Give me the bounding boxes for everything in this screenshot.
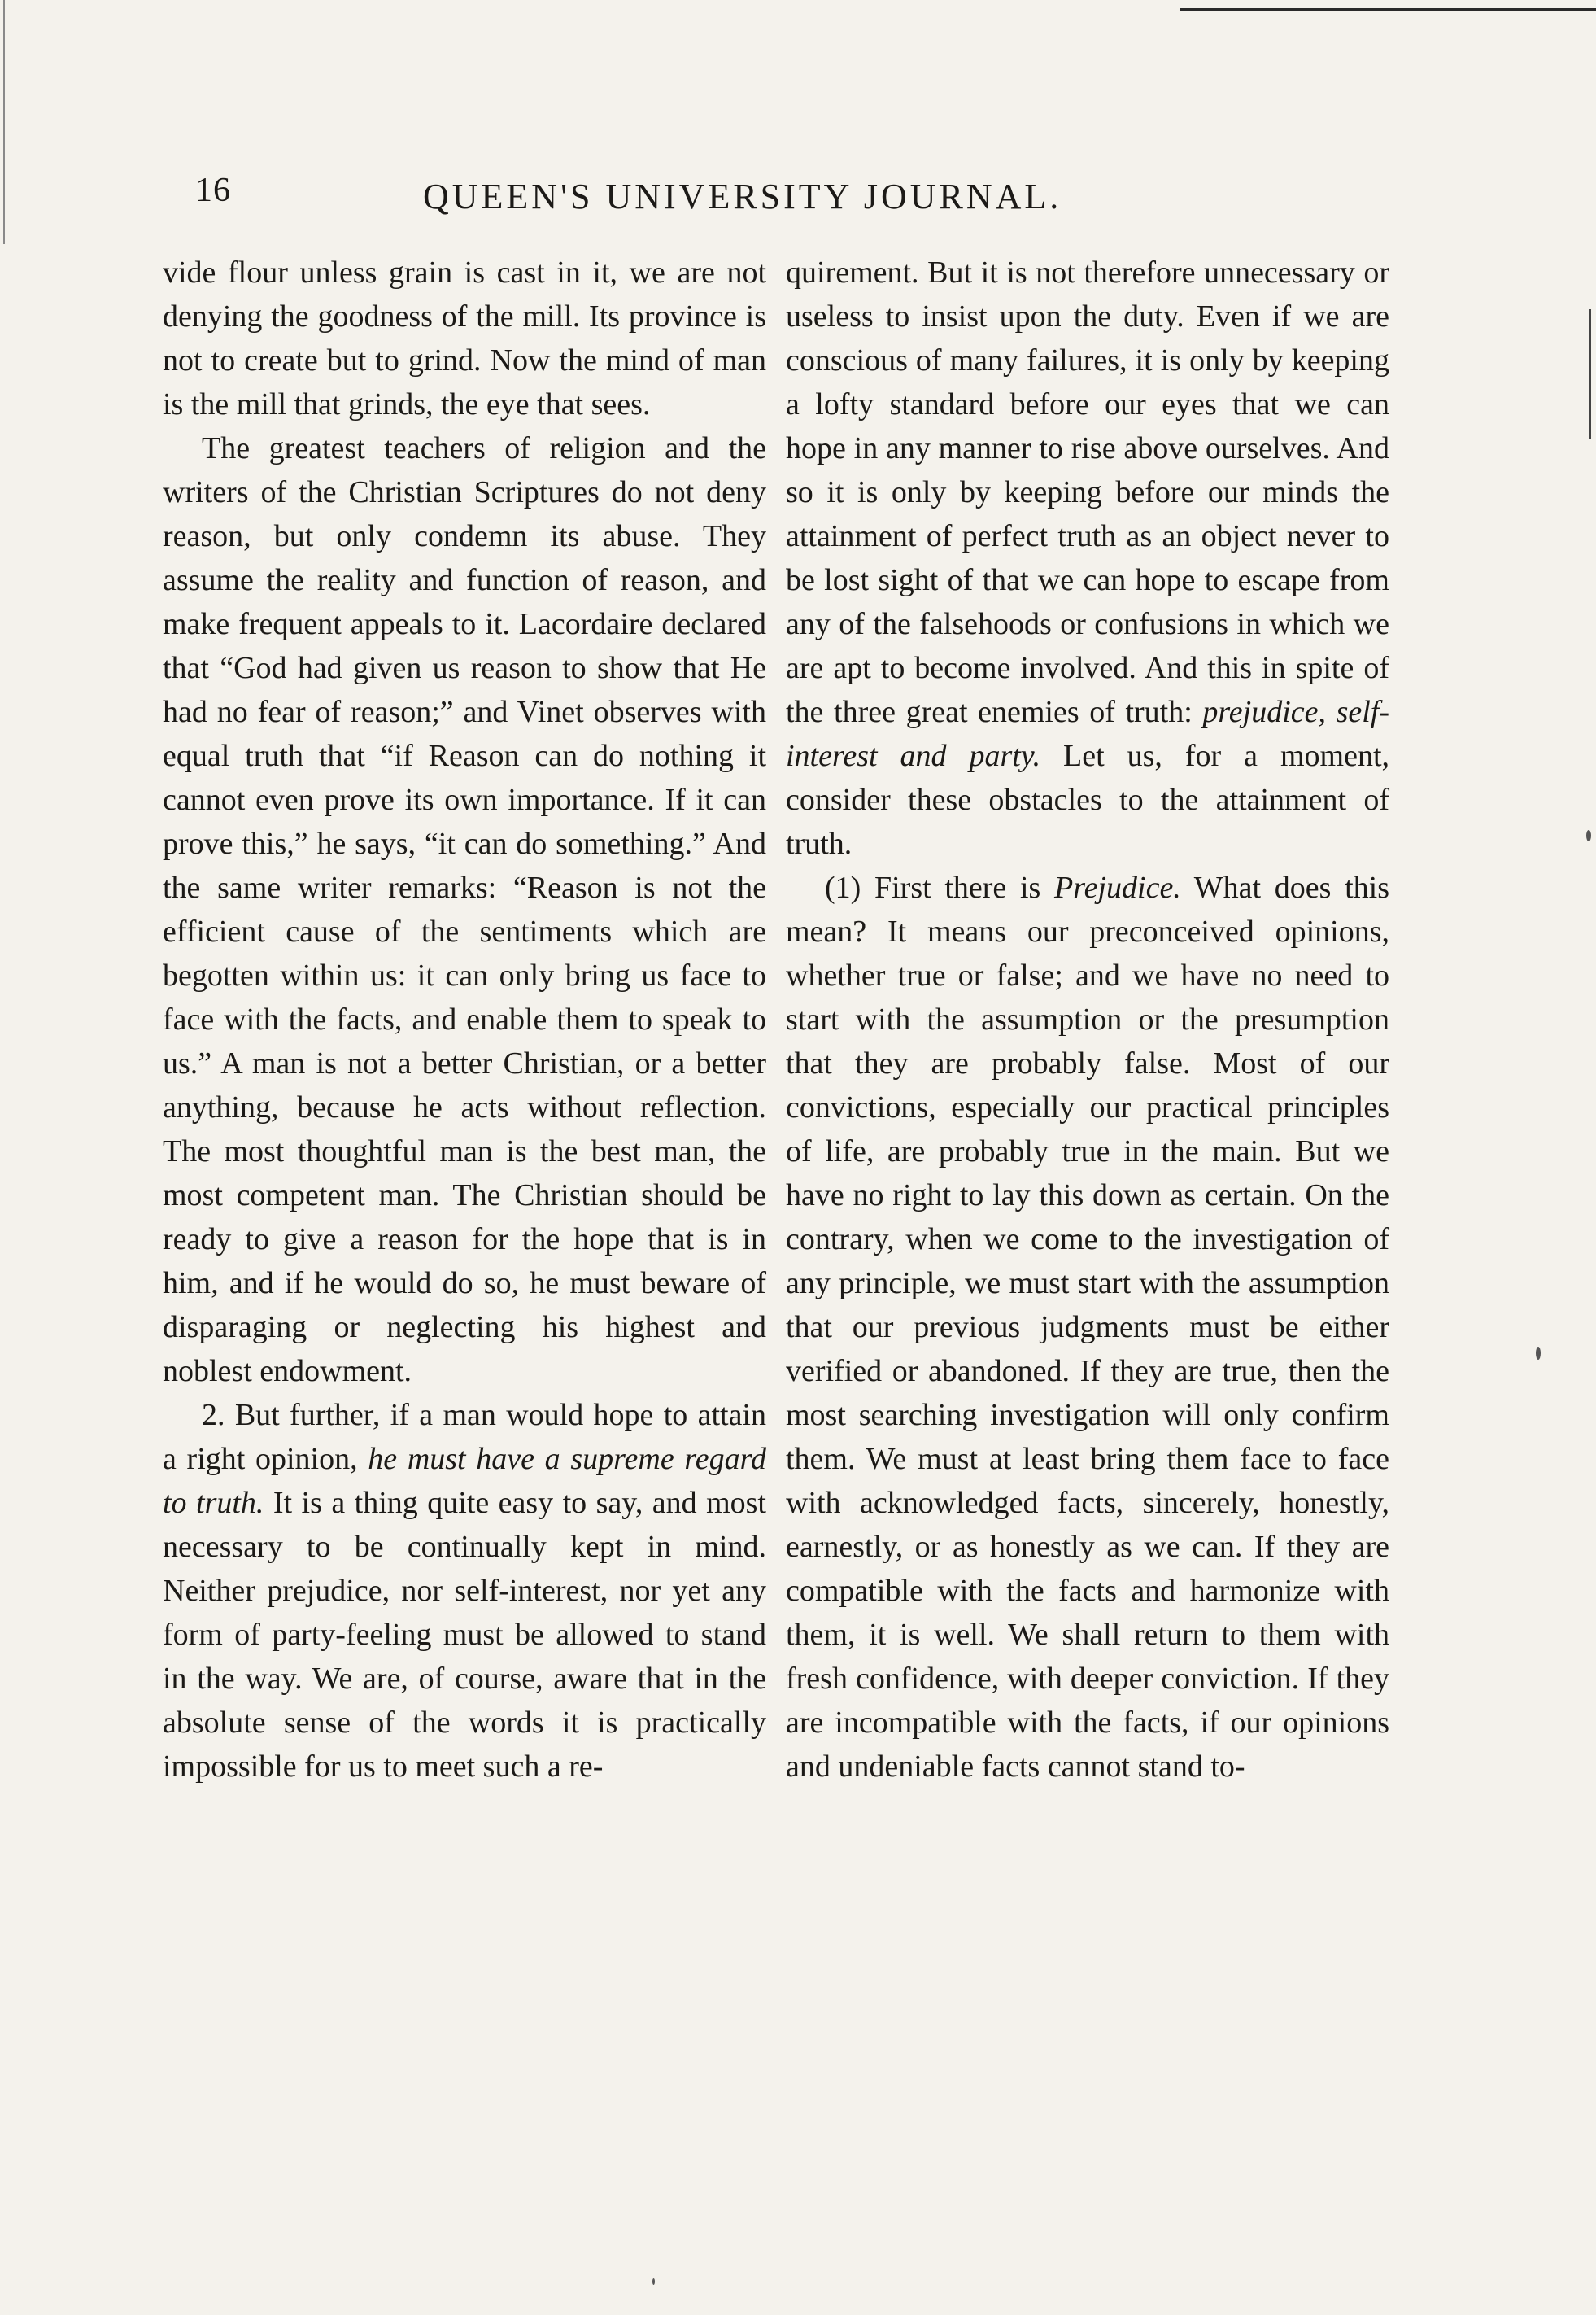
page-edge-mark — [3, 0, 5, 244]
right-paragraph-2-emphasis: Prejudice. — [1054, 871, 1181, 905]
right-paragraph-2 — [786, 866, 1389, 1789]
left-paragraph-3-start: 2. But further, if a man would hope to attain a right opinion, — [163, 1398, 766, 1476]
left-column — [163, 251, 766, 1789]
left-paragraph-3-emphasis: he must have a supreme regard to truth. — [163, 1442, 766, 1520]
page-edge-mark-right — [1589, 309, 1591, 439]
ink-speck — [1586, 830, 1591, 841]
page-header — [195, 171, 1106, 228]
right-paragraph-2-start: (1) First there is — [825, 871, 1054, 905]
left-paragraph-3-end: It is a thing quite easy to say, and most necessary to be continually kept in mind. Neither prejudice, nor self-interest, nor yet any form of party-feeling must be allowed to stand in the way. We are, of course, aware that in the absolute sense of the words it is practically impossible for us to meet such a re- — [163, 1486, 766, 1784]
left-paragraph-2: The greatest teachers of religion and the writers of the Christian Scriptures do not deny reason, but only condemn its abuse. They assume the reality and function of reason, and make frequent appeals to it. Lacordaire declared that “God had given us reason to show that He had no fear of reason;” and Vinet observes with equal truth that “if Reason can do nothing it cannot even prove its own importance. If it can prove this,” he says, “it can do something.” And the same writer remarks: “Reason is not the efficient cause of the sentiments which are begotten within us: it can only bring us face to face with the facts, and enable them to speak to us.” A man is not a better Christian, or a better anything, because he acts without reflection. The most thoughtful man is the best man, the most competent man. The Christian should be ready to give a reason for the hope that is in him, and if he would do so, he must beware of disparaging or neglecting his highest and noblest endowment. — [163, 431, 766, 1388]
left-paragraph-1: vide flour unless grain is cast in it, we are not denying the goodness of the mill. Its province is not to create but to grind. Now the mind of man is the mill that grinds, the eye that sees. — [163, 256, 766, 422]
right-paragraph-1-start: quirement. But it is not therefore unnecessary or useless to insist upon the duty. Even if we are conscious of many failures, it is only by keeping a lofty standard before our eyes that we can hope in any manner to rise above ourselves. And so it is only by keeping before our minds the attainment of perfect truth as an object never to be lost sight of that we can hope to escape from any of the falsehoods or confusions in which we are apt to become involved. And this in spite of the three great enemies of truth: — [786, 256, 1389, 729]
ink-speck — [652, 2278, 655, 2285]
top-rule — [1180, 8, 1596, 11]
left-paragraph-3 — [163, 1393, 766, 1789]
right-paragraph-1 — [786, 251, 1389, 866]
ink-speck — [1536, 1347, 1541, 1360]
right-paragraph-1-emphasis: prejudice, self-interest and party. — [786, 695, 1390, 773]
right-paragraph-2-end: What does this mean? It means our preconceived opinions, whether true or false; and we have no need to start with the assumption or the presumption that they are probably false. Most of our convictions, especially our practical principles of life, are probably true in the main. But we have no right to lay this down as certain. On the contrary, when we come to the investigation of any principle, we must start with the assumption that our previous judgments must be either verified or abandoned. If they are true, then the most searching investigation will only confirm them. We must at least bring them face to face with acknowledged facts, sincerely, honestly, earnestly, or as honestly as we can. If they are compatible with the facts and harmonize with them, it is well. We shall return to them with fresh confidence, with deeper conviction. If they are incompatible with the facts, if our opinions and undeniable facts cannot stand to- — [786, 871, 1389, 1784]
journal-title: QUEEN'S UNIVERSITY JOURNAL. — [423, 177, 1062, 216]
page-number: 16 — [195, 172, 231, 209]
right-paragraph-1-end: Let us, for a moment, consider these obstacles to the attainment of truth. — [786, 739, 1389, 861]
right-column — [786, 251, 1389, 1789]
